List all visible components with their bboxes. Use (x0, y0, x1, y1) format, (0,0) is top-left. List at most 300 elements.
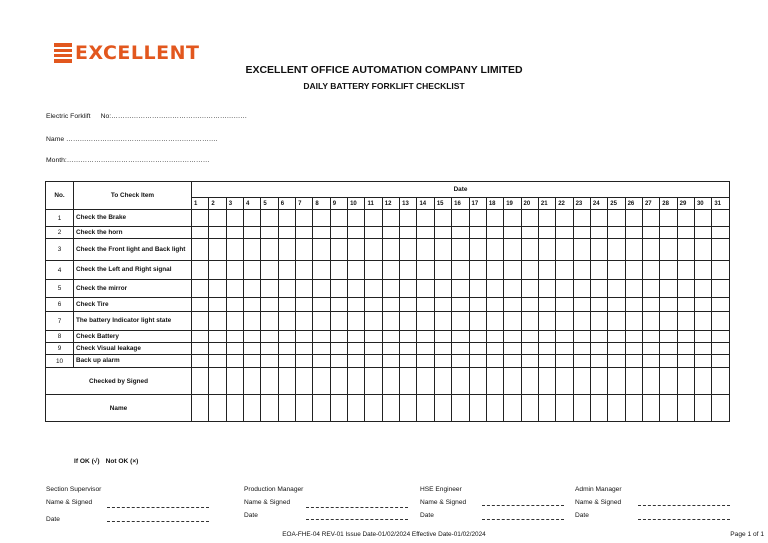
row-5-day-27-cell[interactable] (642, 280, 659, 298)
name-row-day-6-cell[interactable] (278, 395, 295, 422)
row-8-day-22-cell[interactable] (556, 331, 573, 343)
row-8-day-18-cell[interactable] (486, 331, 503, 343)
row-6-day-28-cell[interactable] (660, 298, 677, 312)
row-3-day-11-cell[interactable] (365, 239, 382, 261)
row-10-day-20-cell[interactable] (521, 355, 538, 368)
checked-by-signed-day-2-cell[interactable] (209, 368, 226, 395)
row-1-day-23-cell[interactable] (573, 210, 590, 227)
row-7-day-22-cell[interactable] (556, 312, 573, 331)
row-9-day-15-cell[interactable] (434, 343, 451, 355)
row-7-day-17-cell[interactable] (469, 312, 486, 331)
row-3-day-10-cell[interactable] (348, 239, 365, 261)
name-row-day-11-cell[interactable] (365, 395, 382, 422)
row-9-day-28-cell[interactable] (660, 343, 677, 355)
row-6-day-26-cell[interactable] (625, 298, 642, 312)
checked-by-signed-day-10-cell[interactable] (348, 368, 365, 395)
row-2-day-4-cell[interactable] (244, 227, 261, 239)
row-6-day-4-cell[interactable] (244, 298, 261, 312)
row-7-day-18-cell[interactable] (486, 312, 503, 331)
row-2-day-16-cell[interactable] (452, 227, 469, 239)
row-2-day-9-cell[interactable] (330, 227, 347, 239)
row-8-day-2-cell[interactable] (209, 331, 226, 343)
row-8-day-29-cell[interactable] (677, 331, 694, 343)
name-row-day-18-cell[interactable] (486, 395, 503, 422)
row-4-day-29-cell[interactable] (677, 261, 694, 280)
name-row-day-13-cell[interactable] (400, 395, 417, 422)
row-3-day-22-cell[interactable] (556, 239, 573, 261)
row-2-day-22-cell[interactable] (556, 227, 573, 239)
checked-by-signed-day-3-cell[interactable] (226, 368, 243, 395)
row-6-day-29-cell[interactable] (677, 298, 694, 312)
name-row-day-29-cell[interactable] (677, 395, 694, 422)
row-3-day-3-cell[interactable] (226, 239, 243, 261)
row-3-day-2-cell[interactable] (209, 239, 226, 261)
row-6-day-6-cell[interactable] (278, 298, 295, 312)
row-8-day-8-cell[interactable] (313, 331, 330, 343)
row-9-day-30-cell[interactable] (694, 343, 711, 355)
row-9-day-19-cell[interactable] (504, 343, 521, 355)
row-3-day-7-cell[interactable] (296, 239, 313, 261)
row-10-day-2-cell[interactable] (209, 355, 226, 368)
row-7-day-26-cell[interactable] (625, 312, 642, 331)
row-7-day-30-cell[interactable] (694, 312, 711, 331)
row-9-day-4-cell[interactable] (244, 343, 261, 355)
row-7-day-13-cell[interactable] (400, 312, 417, 331)
row-5-day-19-cell[interactable] (504, 280, 521, 298)
row-9-day-13-cell[interactable] (400, 343, 417, 355)
row-6-day-22-cell[interactable] (556, 298, 573, 312)
row-1-day-11-cell[interactable] (365, 210, 382, 227)
row-8-day-26-cell[interactable] (625, 331, 642, 343)
checked-by-signed-day-13-cell[interactable] (400, 368, 417, 395)
row-3-day-9-cell[interactable] (330, 239, 347, 261)
row-4-day-10-cell[interactable] (348, 261, 365, 280)
row-3-day-17-cell[interactable] (469, 239, 486, 261)
row-9-day-14-cell[interactable] (417, 343, 434, 355)
row-6-day-3-cell[interactable] (226, 298, 243, 312)
checked-by-signed-day-17-cell[interactable] (469, 368, 486, 395)
row-1-day-24-cell[interactable] (590, 210, 607, 227)
row-2-day-28-cell[interactable] (660, 227, 677, 239)
row-9-day-1-cell[interactable] (192, 343, 209, 355)
row-6-day-13-cell[interactable] (400, 298, 417, 312)
name-row-day-17-cell[interactable] (469, 395, 486, 422)
row-5-day-10-cell[interactable] (348, 280, 365, 298)
name-row-day-24-cell[interactable] (590, 395, 607, 422)
row-8-day-13-cell[interactable] (400, 331, 417, 343)
row-1-day-28-cell[interactable] (660, 210, 677, 227)
row-2-day-27-cell[interactable] (642, 227, 659, 239)
row-9-day-5-cell[interactable] (261, 343, 278, 355)
row-4-day-17-cell[interactable] (469, 261, 486, 280)
row-2-day-8-cell[interactable] (313, 227, 330, 239)
row-9-day-26-cell[interactable] (625, 343, 642, 355)
row-2-day-18-cell[interactable] (486, 227, 503, 239)
row-1-day-29-cell[interactable] (677, 210, 694, 227)
row-1-day-9-cell[interactable] (330, 210, 347, 227)
row-9-day-3-cell[interactable] (226, 343, 243, 355)
name-row-day-25-cell[interactable] (608, 395, 625, 422)
row-6-day-14-cell[interactable] (417, 298, 434, 312)
row-1-day-19-cell[interactable] (504, 210, 521, 227)
checked-by-signed-day-24-cell[interactable] (590, 368, 607, 395)
row-5-day-23-cell[interactable] (573, 280, 590, 298)
name-row-day-7-cell[interactable] (296, 395, 313, 422)
row-1-day-21-cell[interactable] (538, 210, 555, 227)
row-10-day-3-cell[interactable] (226, 355, 243, 368)
row-8-day-19-cell[interactable] (504, 331, 521, 343)
checked-by-signed-day-11-cell[interactable] (365, 368, 382, 395)
row-3-day-30-cell[interactable] (694, 239, 711, 261)
row-8-day-15-cell[interactable] (434, 331, 451, 343)
row-7-day-25-cell[interactable] (608, 312, 625, 331)
row-4-day-22-cell[interactable] (556, 261, 573, 280)
row-5-day-12-cell[interactable] (382, 280, 399, 298)
row-5-day-1-cell[interactable] (192, 280, 209, 298)
row-7-day-29-cell[interactable] (677, 312, 694, 331)
row-9-day-29-cell[interactable] (677, 343, 694, 355)
row-8-day-28-cell[interactable] (660, 331, 677, 343)
row-4-day-19-cell[interactable] (504, 261, 521, 280)
row-2-day-30-cell[interactable] (694, 227, 711, 239)
row-6-day-23-cell[interactable] (573, 298, 590, 312)
row-6-day-10-cell[interactable] (348, 298, 365, 312)
row-7-day-6-cell[interactable] (278, 312, 295, 331)
name-row-day-30-cell[interactable] (694, 395, 711, 422)
row-10-day-12-cell[interactable] (382, 355, 399, 368)
row-2-day-15-cell[interactable] (434, 227, 451, 239)
row-6-day-2-cell[interactable] (209, 298, 226, 312)
row-1-day-31-cell[interactable] (712, 210, 730, 227)
row-4-day-6-cell[interactable] (278, 261, 295, 280)
row-6-day-1-cell[interactable] (192, 298, 209, 312)
row-1-day-22-cell[interactable] (556, 210, 573, 227)
row-8-day-16-cell[interactable] (452, 331, 469, 343)
row-1-day-2-cell[interactable] (209, 210, 226, 227)
row-10-day-13-cell[interactable] (400, 355, 417, 368)
row-5-day-17-cell[interactable] (469, 280, 486, 298)
row-7-day-15-cell[interactable] (434, 312, 451, 331)
row-4-day-24-cell[interactable] (590, 261, 607, 280)
row-7-day-11-cell[interactable] (365, 312, 382, 331)
row-5-day-30-cell[interactable] (694, 280, 711, 298)
row-6-day-20-cell[interactable] (521, 298, 538, 312)
row-2-day-10-cell[interactable] (348, 227, 365, 239)
checked-by-signed-day-31-cell[interactable] (712, 368, 730, 395)
row-2-day-5-cell[interactable] (261, 227, 278, 239)
row-8-day-10-cell[interactable] (348, 331, 365, 343)
row-2-day-6-cell[interactable] (278, 227, 295, 239)
row-7-day-1-cell[interactable] (192, 312, 209, 331)
row-5-day-20-cell[interactable] (521, 280, 538, 298)
row-8-day-3-cell[interactable] (226, 331, 243, 343)
row-8-day-12-cell[interactable] (382, 331, 399, 343)
row-5-day-11-cell[interactable] (365, 280, 382, 298)
row-1-day-12-cell[interactable] (382, 210, 399, 227)
row-7-day-10-cell[interactable] (348, 312, 365, 331)
row-2-day-17-cell[interactable] (469, 227, 486, 239)
row-5-day-22-cell[interactable] (556, 280, 573, 298)
row-10-day-21-cell[interactable] (538, 355, 555, 368)
checked-by-signed-day-4-cell[interactable] (244, 368, 261, 395)
row-4-day-3-cell[interactable] (226, 261, 243, 280)
row-8-day-9-cell[interactable] (330, 331, 347, 343)
row-3-day-5-cell[interactable] (261, 239, 278, 261)
row-10-day-18-cell[interactable] (486, 355, 503, 368)
row-5-day-9-cell[interactable] (330, 280, 347, 298)
row-2-day-29-cell[interactable] (677, 227, 694, 239)
row-1-day-18-cell[interactable] (486, 210, 503, 227)
row-1-day-26-cell[interactable] (625, 210, 642, 227)
name-row-day-1-cell[interactable] (192, 395, 209, 422)
row-4-day-21-cell[interactable] (538, 261, 555, 280)
row-2-day-7-cell[interactable] (296, 227, 313, 239)
checked-by-signed-day-25-cell[interactable] (608, 368, 625, 395)
row-9-day-12-cell[interactable] (382, 343, 399, 355)
row-9-day-23-cell[interactable] (573, 343, 590, 355)
row-1-day-1-cell[interactable] (192, 210, 209, 227)
row-8-day-7-cell[interactable] (296, 331, 313, 343)
row-2-day-21-cell[interactable] (538, 227, 555, 239)
row-5-day-29-cell[interactable] (677, 280, 694, 298)
row-4-day-14-cell[interactable] (417, 261, 434, 280)
name-row-day-9-cell[interactable] (330, 395, 347, 422)
row-10-day-29-cell[interactable] (677, 355, 694, 368)
row-10-day-9-cell[interactable] (330, 355, 347, 368)
row-2-day-19-cell[interactable] (504, 227, 521, 239)
row-10-day-6-cell[interactable] (278, 355, 295, 368)
row-7-day-28-cell[interactable] (660, 312, 677, 331)
row-6-day-30-cell[interactable] (694, 298, 711, 312)
row-2-day-13-cell[interactable] (400, 227, 417, 239)
row-10-day-23-cell[interactable] (573, 355, 590, 368)
row-7-day-27-cell[interactable] (642, 312, 659, 331)
checked-by-signed-day-1-cell[interactable] (192, 368, 209, 395)
name-row-day-5-cell[interactable] (261, 395, 278, 422)
name-row-day-12-cell[interactable] (382, 395, 399, 422)
row-4-day-11-cell[interactable] (365, 261, 382, 280)
row-10-day-8-cell[interactable] (313, 355, 330, 368)
row-1-day-4-cell[interactable] (244, 210, 261, 227)
checked-by-signed-day-26-cell[interactable] (625, 368, 642, 395)
row-6-day-15-cell[interactable] (434, 298, 451, 312)
row-8-day-25-cell[interactable] (608, 331, 625, 343)
row-1-day-5-cell[interactable] (261, 210, 278, 227)
row-8-day-31-cell[interactable] (712, 331, 730, 343)
row-1-day-3-cell[interactable] (226, 210, 243, 227)
name-row-day-28-cell[interactable] (660, 395, 677, 422)
row-8-day-23-cell[interactable] (573, 331, 590, 343)
row-8-day-17-cell[interactable] (469, 331, 486, 343)
row-3-day-19-cell[interactable] (504, 239, 521, 261)
row-4-day-20-cell[interactable] (521, 261, 538, 280)
row-5-day-8-cell[interactable] (313, 280, 330, 298)
checked-by-signed-day-21-cell[interactable] (538, 368, 555, 395)
checked-by-signed-day-6-cell[interactable] (278, 368, 295, 395)
row-1-day-14-cell[interactable] (417, 210, 434, 227)
row-1-day-7-cell[interactable] (296, 210, 313, 227)
row-5-day-7-cell[interactable] (296, 280, 313, 298)
name-row-day-27-cell[interactable] (642, 395, 659, 422)
row-6-day-17-cell[interactable] (469, 298, 486, 312)
row-3-day-23-cell[interactable] (573, 239, 590, 261)
row-5-day-14-cell[interactable] (417, 280, 434, 298)
row-10-day-15-cell[interactable] (434, 355, 451, 368)
row-10-day-10-cell[interactable] (348, 355, 365, 368)
row-10-day-30-cell[interactable] (694, 355, 711, 368)
checked-by-signed-day-8-cell[interactable] (313, 368, 330, 395)
row-2-day-25-cell[interactable] (608, 227, 625, 239)
row-3-day-28-cell[interactable] (660, 239, 677, 261)
row-4-day-9-cell[interactable] (330, 261, 347, 280)
row-5-day-3-cell[interactable] (226, 280, 243, 298)
row-4-day-4-cell[interactable] (244, 261, 261, 280)
row-4-day-7-cell[interactable] (296, 261, 313, 280)
row-3-day-1-cell[interactable] (192, 239, 209, 261)
row-2-day-20-cell[interactable] (521, 227, 538, 239)
row-3-day-15-cell[interactable] (434, 239, 451, 261)
row-7-day-5-cell[interactable] (261, 312, 278, 331)
row-5-day-28-cell[interactable] (660, 280, 677, 298)
row-2-day-31-cell[interactable] (712, 227, 730, 239)
row-1-day-8-cell[interactable] (313, 210, 330, 227)
row-6-day-27-cell[interactable] (642, 298, 659, 312)
row-5-day-2-cell[interactable] (209, 280, 226, 298)
row-7-day-2-cell[interactable] (209, 312, 226, 331)
name-row-day-21-cell[interactable] (538, 395, 555, 422)
row-10-day-17-cell[interactable] (469, 355, 486, 368)
row-2-day-1-cell[interactable] (192, 227, 209, 239)
checked-by-signed-day-30-cell[interactable] (694, 368, 711, 395)
row-5-day-24-cell[interactable] (590, 280, 607, 298)
checked-by-signed-day-9-cell[interactable] (330, 368, 347, 395)
name-row-day-2-cell[interactable] (209, 395, 226, 422)
row-8-day-30-cell[interactable] (694, 331, 711, 343)
row-3-day-26-cell[interactable] (625, 239, 642, 261)
row-2-day-14-cell[interactable] (417, 227, 434, 239)
name-row-day-26-cell[interactable] (625, 395, 642, 422)
row-6-day-7-cell[interactable] (296, 298, 313, 312)
row-2-day-24-cell[interactable] (590, 227, 607, 239)
row-3-day-20-cell[interactable] (521, 239, 538, 261)
row-8-day-6-cell[interactable] (278, 331, 295, 343)
name-row-day-31-cell[interactable] (712, 395, 730, 422)
row-5-day-15-cell[interactable] (434, 280, 451, 298)
row-4-day-31-cell[interactable] (712, 261, 730, 280)
row-6-day-8-cell[interactable] (313, 298, 330, 312)
row-5-day-5-cell[interactable] (261, 280, 278, 298)
row-2-day-26-cell[interactable] (625, 227, 642, 239)
checked-by-signed-day-18-cell[interactable] (486, 368, 503, 395)
row-8-day-24-cell[interactable] (590, 331, 607, 343)
row-3-day-4-cell[interactable] (244, 239, 261, 261)
row-10-day-11-cell[interactable] (365, 355, 382, 368)
row-10-day-31-cell[interactable] (712, 355, 730, 368)
row-1-day-16-cell[interactable] (452, 210, 469, 227)
name-row-day-10-cell[interactable] (348, 395, 365, 422)
row-6-day-11-cell[interactable] (365, 298, 382, 312)
row-3-day-8-cell[interactable] (313, 239, 330, 261)
row-9-day-11-cell[interactable] (365, 343, 382, 355)
name-row-day-23-cell[interactable] (573, 395, 590, 422)
checked-by-signed-day-28-cell[interactable] (660, 368, 677, 395)
row-6-day-9-cell[interactable] (330, 298, 347, 312)
row-4-day-16-cell[interactable] (452, 261, 469, 280)
row-3-day-24-cell[interactable] (590, 239, 607, 261)
row-9-day-22-cell[interactable] (556, 343, 573, 355)
name-row-day-19-cell[interactable] (504, 395, 521, 422)
name-row-day-8-cell[interactable] (313, 395, 330, 422)
row-7-day-4-cell[interactable] (244, 312, 261, 331)
row-9-day-2-cell[interactable] (209, 343, 226, 355)
row-2-day-3-cell[interactable] (226, 227, 243, 239)
row-7-day-23-cell[interactable] (573, 312, 590, 331)
row-9-day-17-cell[interactable] (469, 343, 486, 355)
checked-by-signed-day-16-cell[interactable] (452, 368, 469, 395)
row-3-day-21-cell[interactable] (538, 239, 555, 261)
row-10-day-7-cell[interactable] (296, 355, 313, 368)
row-7-day-24-cell[interactable] (590, 312, 607, 331)
row-4-day-27-cell[interactable] (642, 261, 659, 280)
row-7-day-3-cell[interactable] (226, 312, 243, 331)
name-row-day-4-cell[interactable] (244, 395, 261, 422)
row-7-day-8-cell[interactable] (313, 312, 330, 331)
row-3-day-13-cell[interactable] (400, 239, 417, 261)
row-7-day-14-cell[interactable] (417, 312, 434, 331)
row-1-day-17-cell[interactable] (469, 210, 486, 227)
row-4-day-28-cell[interactable] (660, 261, 677, 280)
row-7-day-20-cell[interactable] (521, 312, 538, 331)
row-1-day-15-cell[interactable] (434, 210, 451, 227)
row-9-day-21-cell[interactable] (538, 343, 555, 355)
row-6-day-24-cell[interactable] (590, 298, 607, 312)
row-8-day-20-cell[interactable] (521, 331, 538, 343)
row-10-day-14-cell[interactable] (417, 355, 434, 368)
row-8-day-4-cell[interactable] (244, 331, 261, 343)
row-8-day-14-cell[interactable] (417, 331, 434, 343)
row-10-day-16-cell[interactable] (452, 355, 469, 368)
row-9-day-6-cell[interactable] (278, 343, 295, 355)
row-4-day-15-cell[interactable] (434, 261, 451, 280)
row-5-day-21-cell[interactable] (538, 280, 555, 298)
checked-by-signed-day-15-cell[interactable] (434, 368, 451, 395)
row-9-day-10-cell[interactable] (348, 343, 365, 355)
row-7-day-9-cell[interactable] (330, 312, 347, 331)
row-9-day-27-cell[interactable] (642, 343, 659, 355)
row-4-day-30-cell[interactable] (694, 261, 711, 280)
checked-by-signed-day-12-cell[interactable] (382, 368, 399, 395)
name-row-day-22-cell[interactable] (556, 395, 573, 422)
row-8-day-1-cell[interactable] (192, 331, 209, 343)
row-5-day-16-cell[interactable] (452, 280, 469, 298)
row-6-day-16-cell[interactable] (452, 298, 469, 312)
row-3-day-6-cell[interactable] (278, 239, 295, 261)
row-9-day-31-cell[interactable] (712, 343, 730, 355)
row-6-day-18-cell[interactable] (486, 298, 503, 312)
row-5-day-26-cell[interactable] (625, 280, 642, 298)
row-1-day-20-cell[interactable] (521, 210, 538, 227)
row-5-day-13-cell[interactable] (400, 280, 417, 298)
checked-by-signed-day-14-cell[interactable] (417, 368, 434, 395)
row-5-day-4-cell[interactable] (244, 280, 261, 298)
row-10-day-27-cell[interactable] (642, 355, 659, 368)
checked-by-signed-day-22-cell[interactable] (556, 368, 573, 395)
row-3-day-18-cell[interactable] (486, 239, 503, 261)
row-4-day-8-cell[interactable] (313, 261, 330, 280)
row-9-day-16-cell[interactable] (452, 343, 469, 355)
row-6-day-25-cell[interactable] (608, 298, 625, 312)
row-3-day-27-cell[interactable] (642, 239, 659, 261)
